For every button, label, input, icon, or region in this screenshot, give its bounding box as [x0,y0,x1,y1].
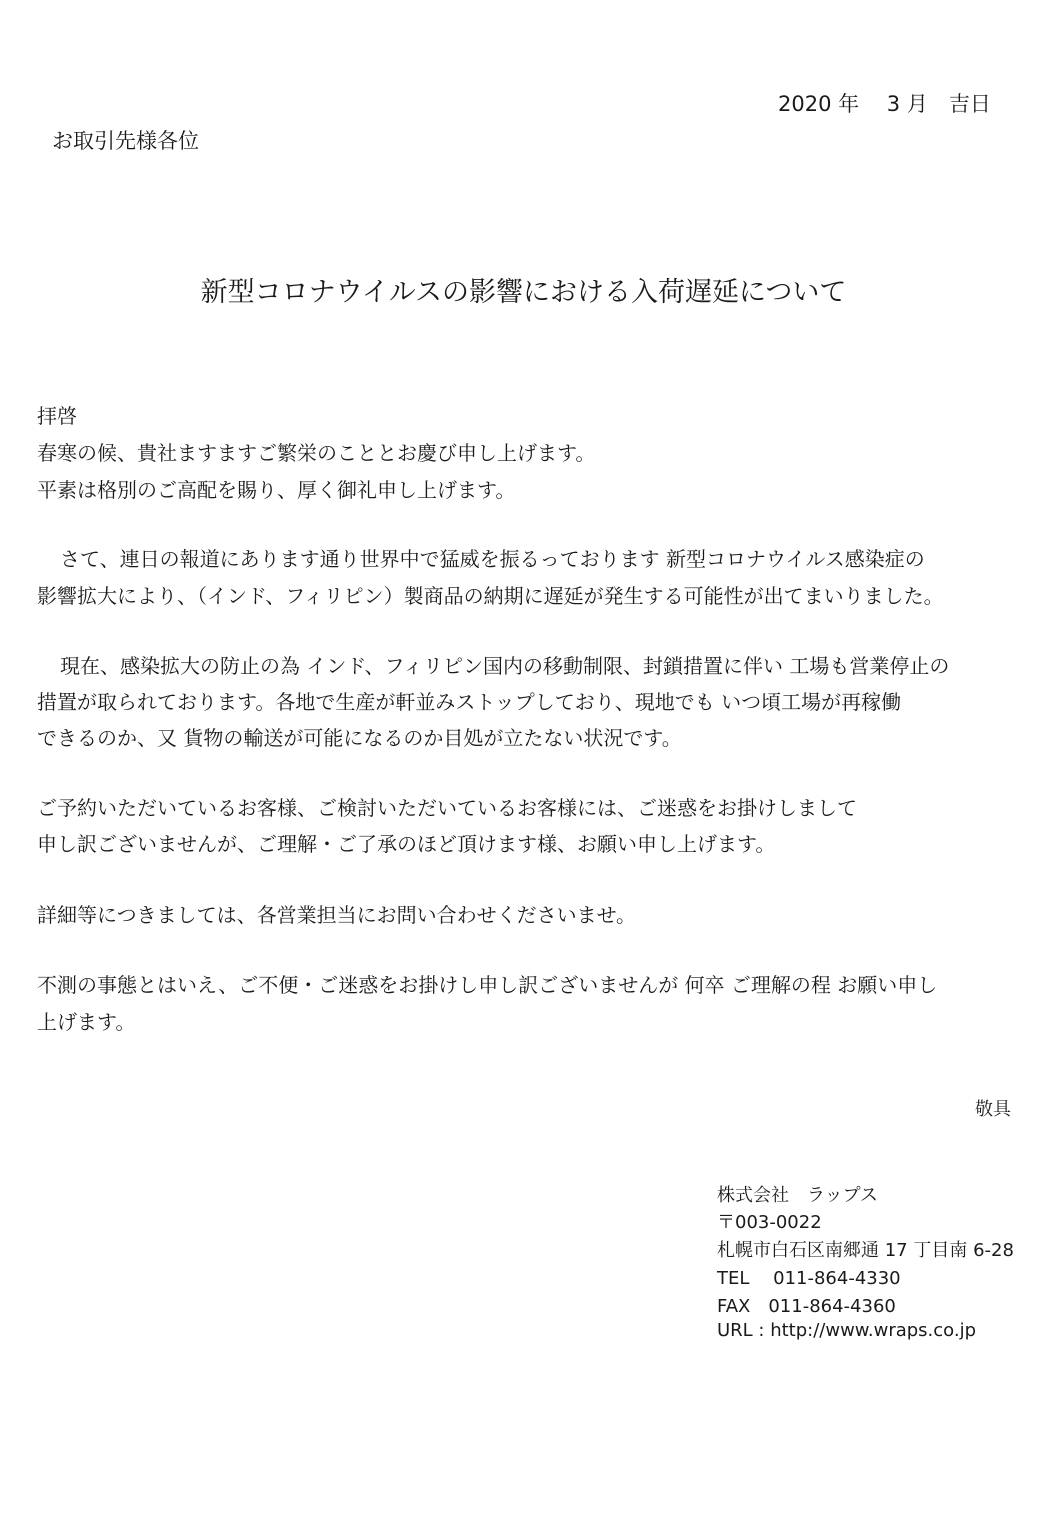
body-line: 詳細等につきましては、各営業担当にお問い合わせくださいませ。 [37,903,636,927]
body-line: 不測の事態とはいえ、ご不便・ご迷惑をお掛けし申し訳ございませんが 何卒 ご理解の程 お願い申し [37,973,938,997]
address: 札幌市白石区南郷通 17 丁目南 6-28 [717,1240,1014,1261]
fax: FAX 011-864-4360 [717,1296,896,1317]
body-line: 現在、感染拡大の防止の為 インド、フィリピン国内の移動制限、封鎖措置に伴い 工場も営業停止の [60,654,950,678]
postal-code: 〒003-0022 [717,1212,822,1233]
body-line: できるのか、又 貨物の輸送が可能になるのか目処が立たない状況です。 [37,726,682,750]
company-name: 株式会社 ラップス [717,1185,878,1206]
body-line: 申し訳ございませんが、ご理解・ご了承のほど頂けます様、お願い申し上げます。 [37,832,776,856]
body-line: 措置が取られております。各地で生産が軒並みストップしており、現地でも いつ頃工場が再稼働 [37,690,902,714]
url: URL : http://www.wraps.co.jp [717,1320,977,1341]
closing: 敬具 [975,1099,1011,1120]
body-line: 上げます。 [37,1010,136,1034]
body-line: 影響拡大により、（インド、フィリピン）製商品の納期に遅延が発生する可能性が出てまいりました。 [37,584,944,608]
body-line: ご予約いただいているお客様、ご検討いただいているお客様には、ご迷惑をお掛けしまして [37,796,857,820]
body-line: さて、連日の報道にあります通り世界中で猛威を振るっております 新型コロナウイルス感染症の [60,547,925,571]
letter-date: 2020 年 3 月 吉日 [778,92,991,116]
tel: TEL 011-864-4330 [717,1268,901,1289]
addressee: お取引先様各位 [52,129,199,153]
body-line: 平素は格別のご高配を賜り、厚く御礼申し上げます。 [37,478,516,502]
greeting: 拝啓 [37,404,77,428]
body-line: 春寒の候、貴社ますますご繁栄のこととお慶び申し上げます。 [37,441,596,465]
letter-title: 新型コロナウイルスの影響における入荷遅延について [200,277,847,308]
